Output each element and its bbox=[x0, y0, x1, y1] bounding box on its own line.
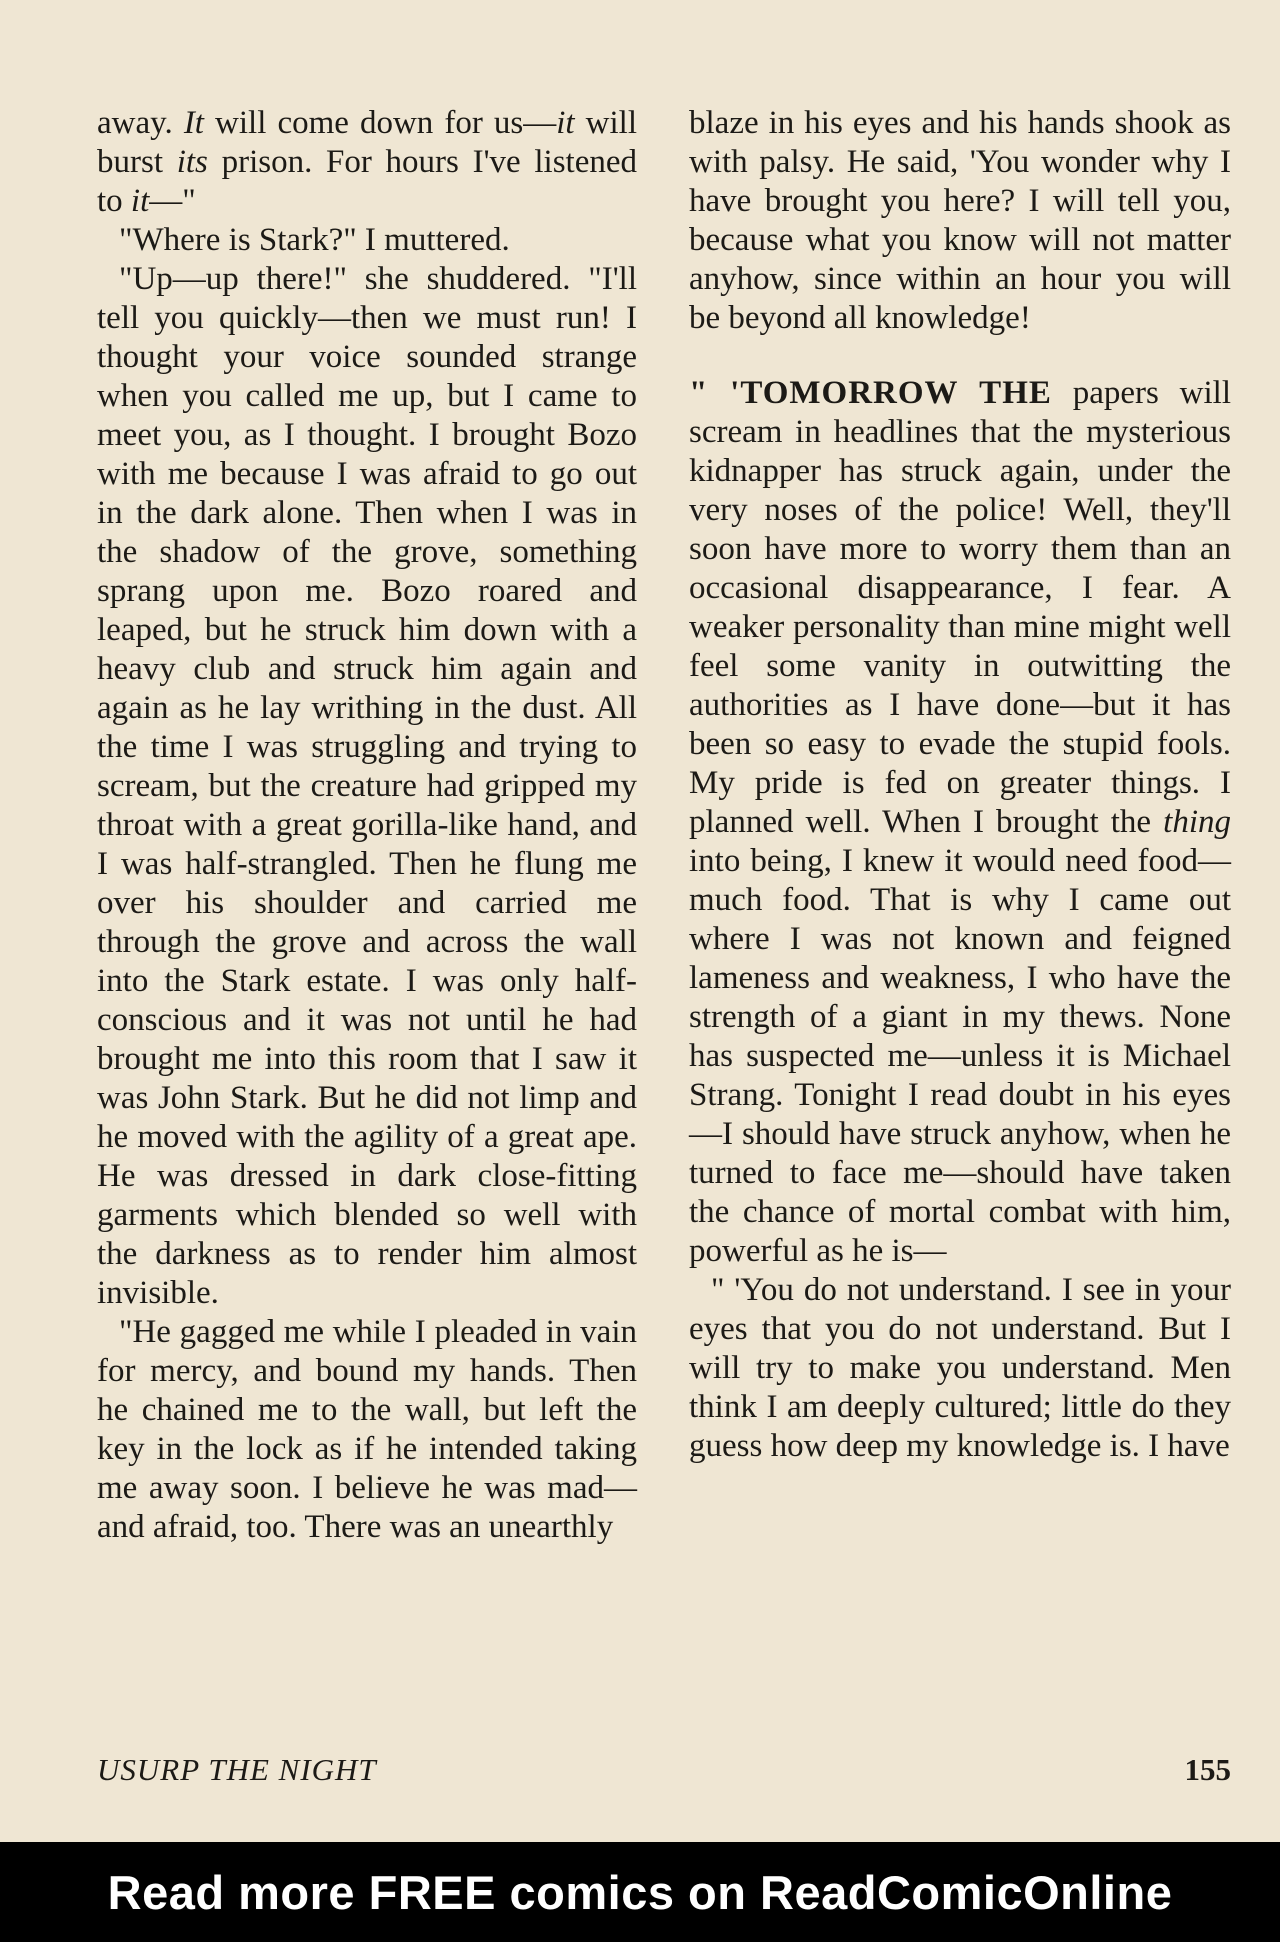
paragraph bbox=[689, 104, 1231, 338]
paragraph bbox=[97, 221, 637, 260]
paragraph bbox=[97, 260, 637, 1313]
italic-text: its bbox=[176, 144, 208, 180]
text-run: papers will scream in headlines that the mysterious kidnapper has struck again, under the very noses of the police! Well, they'll soon have more to worry them than an occasional disappearance, I fear. A weaker personality than mine might well feel some vanity in outwitting the authorities as I have done—but it has been so easy to evade the stupid fools. My pride is fed on greater things. I planned well. When I brought the bbox=[689, 375, 1231, 840]
text-run: "Up—up there!" she shuddered. "I'll tell you quickly—then we must run! I thought your voice sounded strange when you called me up, but I came to meet you, as I thought. I brought Bozo with me because I was afraid to go out in the dark alone. Then when I was in the shadow of the grove, something sprang upon me. Bozo roared and leaped, but he struck him down with a heavy club and struck him again and again as he lay writhing in the dust. All the time I was struggling and trying to scream, but the creature had gripped my throat with a great gorilla-like hand, and I was half-strangled. Then he flung me over his shoulder and carried me through the grove and across the wall into the Stark estate. I was only half-conscious and it was not until he had brought me into this room that I saw it was John Stark. But he did not limp and he moved with the agility of a great ape. He was dressed in dark close-fitting garments which blended so well with the darkness as to render him almost invisible. bbox=[97, 261, 637, 1311]
page-number: 155 bbox=[1184, 1752, 1231, 1787]
text-run: away. bbox=[97, 105, 184, 141]
promo-banner-text[interactable]: Read more FREE comics on ReadComicOnline bbox=[107, 1865, 1173, 1919]
paragraph bbox=[97, 1313, 637, 1547]
text-run: "Where is Stark?" I muttered. bbox=[119, 222, 510, 258]
paragraph bbox=[689, 1271, 1231, 1466]
text-run: prison. For hours I've listened to bbox=[97, 144, 638, 219]
running-title: USURP THE NIGHT bbox=[97, 1752, 377, 1787]
italic-text: It bbox=[183, 105, 204, 141]
promo-banner[interactable] bbox=[0, 1842, 1280, 1942]
text-run: —" bbox=[149, 183, 196, 219]
paragraph bbox=[97, 104, 637, 221]
text-run: into being, I knew it would need food—much food. That is why I came out where I was not known and feigned lameness and weakness, I who have the strength of a giant in my thews. None has suspected me—unless it is Michael Strang. Tonight I read doubt in his eyes—I should have struck anyhow, when he turned to face me—should have taken the chance of mortal combat with him, powerful as he is— bbox=[689, 843, 1231, 1269]
right-text-column bbox=[689, 104, 1231, 1466]
text-run: blaze in his eyes and his hands shook as with palsy. He said, 'You wonder why I have brought you here? I will tell you, because what you know will not matter anyhow, since within an hour you will be beyond all knowledge! bbox=[689, 105, 1231, 336]
page-footer bbox=[97, 1750, 1231, 1790]
section-lead-text: " 'TOMORROW THE bbox=[689, 375, 1052, 411]
italic-text: it bbox=[556, 105, 575, 141]
italic-text: thing bbox=[1163, 804, 1231, 840]
text-run: "He gagged me while I pleaded in vain for mercy, and bound my hands. Then he chained me to the wall, but left the key in the lock as if he intended taking me away soon. I believe he was mad—and afraid, too. There was an unearthly bbox=[97, 1314, 637, 1545]
italic-text: it bbox=[130, 183, 150, 219]
left-text-column bbox=[97, 104, 637, 1547]
text-run: " 'You do not understand. I see in your eyes that you do not understand. But I will try to make you understand. Men think I am deeply cultured; little do they guess how deep my knowledge is. I have bbox=[689, 1272, 1231, 1464]
text-run: will come down for us— bbox=[203, 105, 557, 141]
text-run: will burst bbox=[97, 105, 638, 180]
paragraph bbox=[689, 374, 1231, 1271]
